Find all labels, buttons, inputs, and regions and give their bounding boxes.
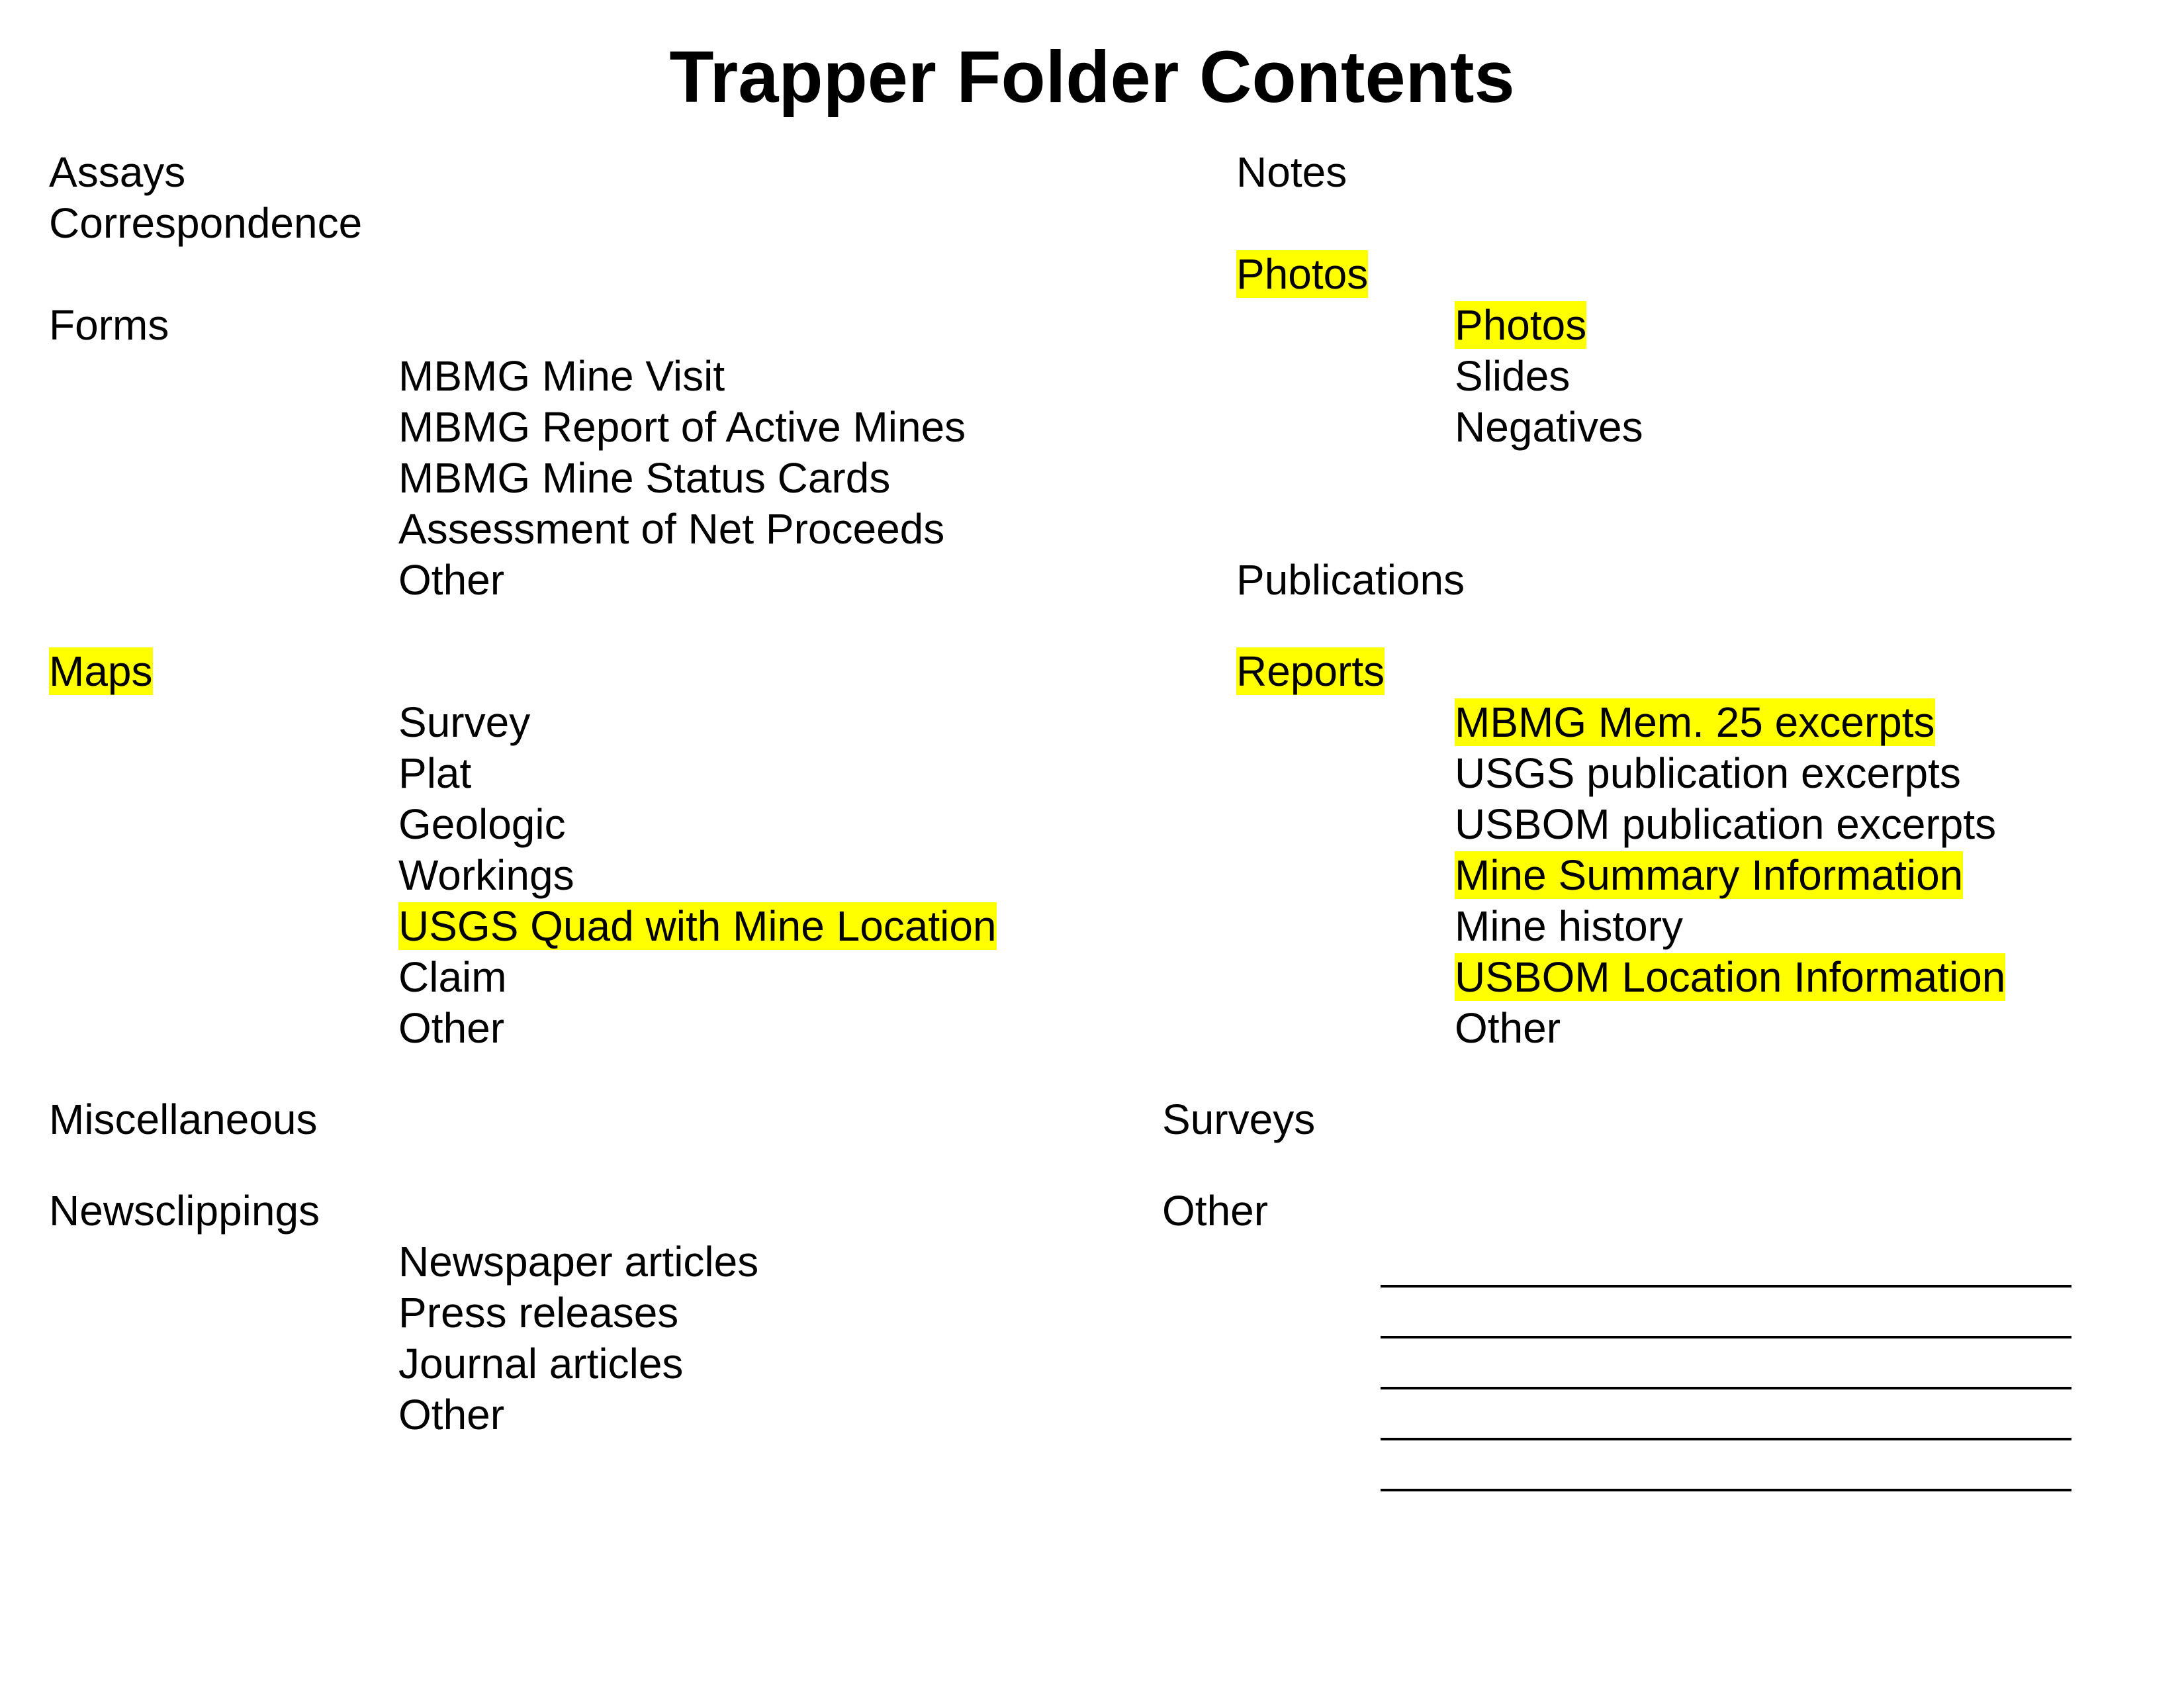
- newsclippings-item-press-releases: Press releases: [398, 1289, 679, 1336]
- highlight-marker: Reports: [1236, 647, 1385, 695]
- maps-item-geologic: Geologic: [398, 800, 566, 848]
- newsclippings-item-other: Other: [398, 1391, 505, 1438]
- category-maps: [49, 646, 153, 697]
- reports-item-mine-history: Mine history: [1455, 902, 1683, 950]
- category-photos: [1236, 249, 1368, 300]
- category-correspondence: Correspondence: [49, 199, 363, 247]
- maps-item-survey: Survey: [398, 698, 531, 746]
- category-other: Other: [1162, 1187, 1269, 1235]
- page-title: Trapper Folder Contents: [669, 36, 1515, 118]
- blank-line: [1381, 1285, 2071, 1288]
- highlight-marker: Maps: [49, 647, 153, 695]
- blank-line: [1381, 1336, 2071, 1338]
- category-publications: Publications: [1236, 556, 1465, 604]
- newsclippings-item-newspaper-articles: Newspaper articles: [398, 1238, 759, 1286]
- reports-item-mbmg-mem-25-excerpts: [1455, 697, 1935, 748]
- forms-item-other: Other: [398, 556, 505, 604]
- maps-item-workings: Workings: [398, 851, 574, 899]
- reports-item-usgs-publication-excerpts: USGS publication excerpts: [1455, 749, 1961, 797]
- blank-line: [1381, 1387, 2071, 1389]
- category-assays: Assays: [49, 148, 186, 196]
- forms-item-mbmg-mine-visit: MBMG Mine Visit: [398, 352, 725, 400]
- category-reports: [1236, 646, 1385, 697]
- highlight-marker: Mine Summary Information: [1455, 851, 1964, 899]
- reports-item-other: Other: [1455, 1004, 1561, 1052]
- highlight-marker: USGS Quad with Mine Location: [398, 902, 997, 950]
- photos-item-photos: [1455, 300, 1586, 351]
- maps-item-other: Other: [398, 1004, 505, 1052]
- category-notes: Notes: [1236, 148, 1347, 196]
- photos-item-negatives: Negatives: [1455, 403, 1643, 451]
- maps-item-plat: Plat: [398, 749, 472, 797]
- category-surveys: Surveys: [1162, 1096, 1316, 1143]
- reports-item-mine-summary-information: [1455, 850, 1963, 901]
- highlight-marker: Photos: [1455, 301, 1587, 349]
- highlight-marker: MBMG Mem. 25 excerpts: [1455, 698, 1935, 746]
- highlight-marker: USBOM Location Information: [1455, 953, 2006, 1001]
- forms-item-mbmg-report-of-active-mines: MBMG Report of Active Mines: [398, 403, 966, 451]
- reports-item-usbom-location-information: [1455, 952, 2005, 1003]
- photos-item-slides: Slides: [1455, 352, 1570, 400]
- blank-line: [1381, 1438, 2071, 1440]
- forms-item-mbmg-mine-status-cards: MBMG Mine Status Cards: [398, 454, 891, 502]
- maps-item-usgs-quad-with-mine-location: [398, 901, 997, 952]
- forms-item-assessment-of-net-proceeds: Assessment of Net Proceeds: [398, 505, 945, 553]
- maps-item-claim: Claim: [398, 953, 507, 1001]
- highlight-marker: Photos: [1236, 250, 1369, 298]
- category-miscellaneous: Miscellaneous: [49, 1096, 318, 1143]
- reports-item-usbom-publication-excerpts: USBOM publication excerpts: [1455, 800, 1997, 848]
- category-newsclippings: Newsclippings: [49, 1187, 320, 1235]
- category-forms: Forms: [49, 301, 169, 349]
- blank-line: [1381, 1489, 2071, 1491]
- newsclippings-item-journal-articles: Journal articles: [398, 1340, 684, 1387]
